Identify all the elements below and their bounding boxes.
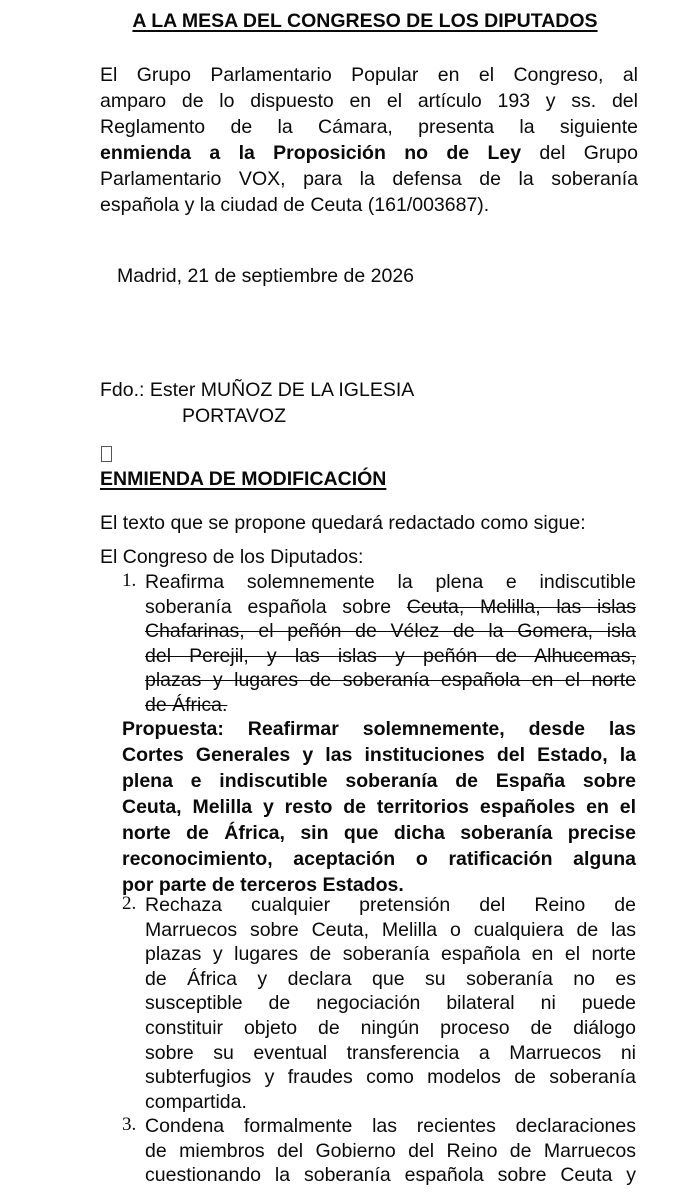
struck-text: Ceuta, Melilla, las islas <box>406 595 636 618</box>
list-item-1 <box>122 570 636 718</box>
item-line: compartida. <box>145 1090 247 1113</box>
proposal-line: Ceuta, Melilla y resto de territorios españoles en el <box>122 796 636 818</box>
intro-paragraph <box>100 62 638 218</box>
document-heading: A LA MESA DEL CONGRESO DE LOS DIPUTADOS <box>132 10 598 32</box>
proposal-line: norte de África, sin que dicha soberanía precise <box>122 822 636 844</box>
list-item-2 <box>122 893 636 1114</box>
item-line: subterfugios y fraudes como modelos de soberanía <box>145 1066 636 1089</box>
item-number: 2. <box>122 893 137 914</box>
item-line: susceptible de negociación bilateral ni puede <box>145 992 636 1015</box>
item-line-mixed <box>122 595 636 620</box>
intro-line: española y la ciudad de Ceuta (161/003687). <box>100 194 490 216</box>
item-line: de África y declara que su soberanía no es <box>145 967 636 990</box>
proposal-line: reconocimiento, aceptación o ratificación alguna <box>122 848 636 870</box>
intro-line-bold-mix <box>100 140 638 166</box>
item-line: Marruecos sobre Ceuta, Melilla o cualquiera de las <box>145 918 636 941</box>
signature-role: PORTAVOZ <box>182 405 287 427</box>
struck-text: Chafarinas, el peñón de Vélez de la Gomera, isla <box>145 620 636 643</box>
intro-line: El Grupo Parlamentario Popular en el Congreso, al <box>100 64 638 86</box>
list-item-3 <box>122 1114 636 1188</box>
item-line: de miembros del Gobierno del Reino de Marruecos <box>145 1139 636 1162</box>
struck-text: plazas y lugares de soberanía española en el norte <box>145 669 636 692</box>
amendment-reference-bold: enmienda a la Proposición no de Ley <box>100 142 522 164</box>
intro-line: Parlamentario VOX, para la defensa de la soberanía <box>100 168 638 190</box>
amendment-title: ENMIENDA DE MODIFICACIÓN <box>100 468 387 490</box>
congress-intro: El Congreso de los Diputados: <box>100 546 364 568</box>
item-line-plain: soberanía española sobre <box>145 595 407 618</box>
item-line: Condena formalmente las recientes declaraciones <box>145 1115 636 1137</box>
item-line: plazas y lugares de soberanía española en el norte <box>145 943 636 966</box>
text-intro: El texto que se propone quedará redactado como sigue: <box>100 512 586 534</box>
item-number: 1. <box>122 570 137 591</box>
item-line: Reafirma solemnemente la plena e indiscutible <box>145 571 636 593</box>
date-line: Madrid, 21 de septiembre de 2026 <box>117 265 415 287</box>
item-line: constituir objeto de ningún proceso de diálogo <box>145 1016 636 1039</box>
proposal-line: Propuesta: Reafirmar solemnemente, desde las <box>122 718 636 740</box>
signature-name: Fdo.: Ester MUÑOZ DE LA IGLESIA <box>100 379 415 401</box>
missing-glyph-box <box>101 446 112 462</box>
proposal-block <box>122 716 636 898</box>
item-line-last <box>122 693 636 718</box>
intro-line: amparo de lo dispuesto en el artículo 193 y ss. del <box>100 90 638 112</box>
item-line: sobre su eventual transferencia a Marruecos ni <box>145 1041 636 1064</box>
item-number: 3. <box>122 1114 137 1135</box>
intro-line-rest: del Grupo <box>521 142 638 164</box>
item-line: Rechaza cualquier pretensión del Reino de <box>145 894 636 916</box>
item-line: cuestionando la soberanía española sobre Ceuta y <box>145 1164 636 1187</box>
struck-text: del Perejil, y las islas y peñón de Alhucemas, <box>145 644 636 667</box>
proposal-line: por parte de terceros Estados. <box>122 874 404 896</box>
proposal-line: plena e indiscutible soberanía de España sobre <box>122 770 636 792</box>
intro-line: Reglamento de la Cámara, presenta la siguiente <box>100 116 638 138</box>
proposal-line: Cortes Generales y las instituciones del Estado, la <box>122 744 636 766</box>
struck-text: de África. <box>145 693 228 716</box>
